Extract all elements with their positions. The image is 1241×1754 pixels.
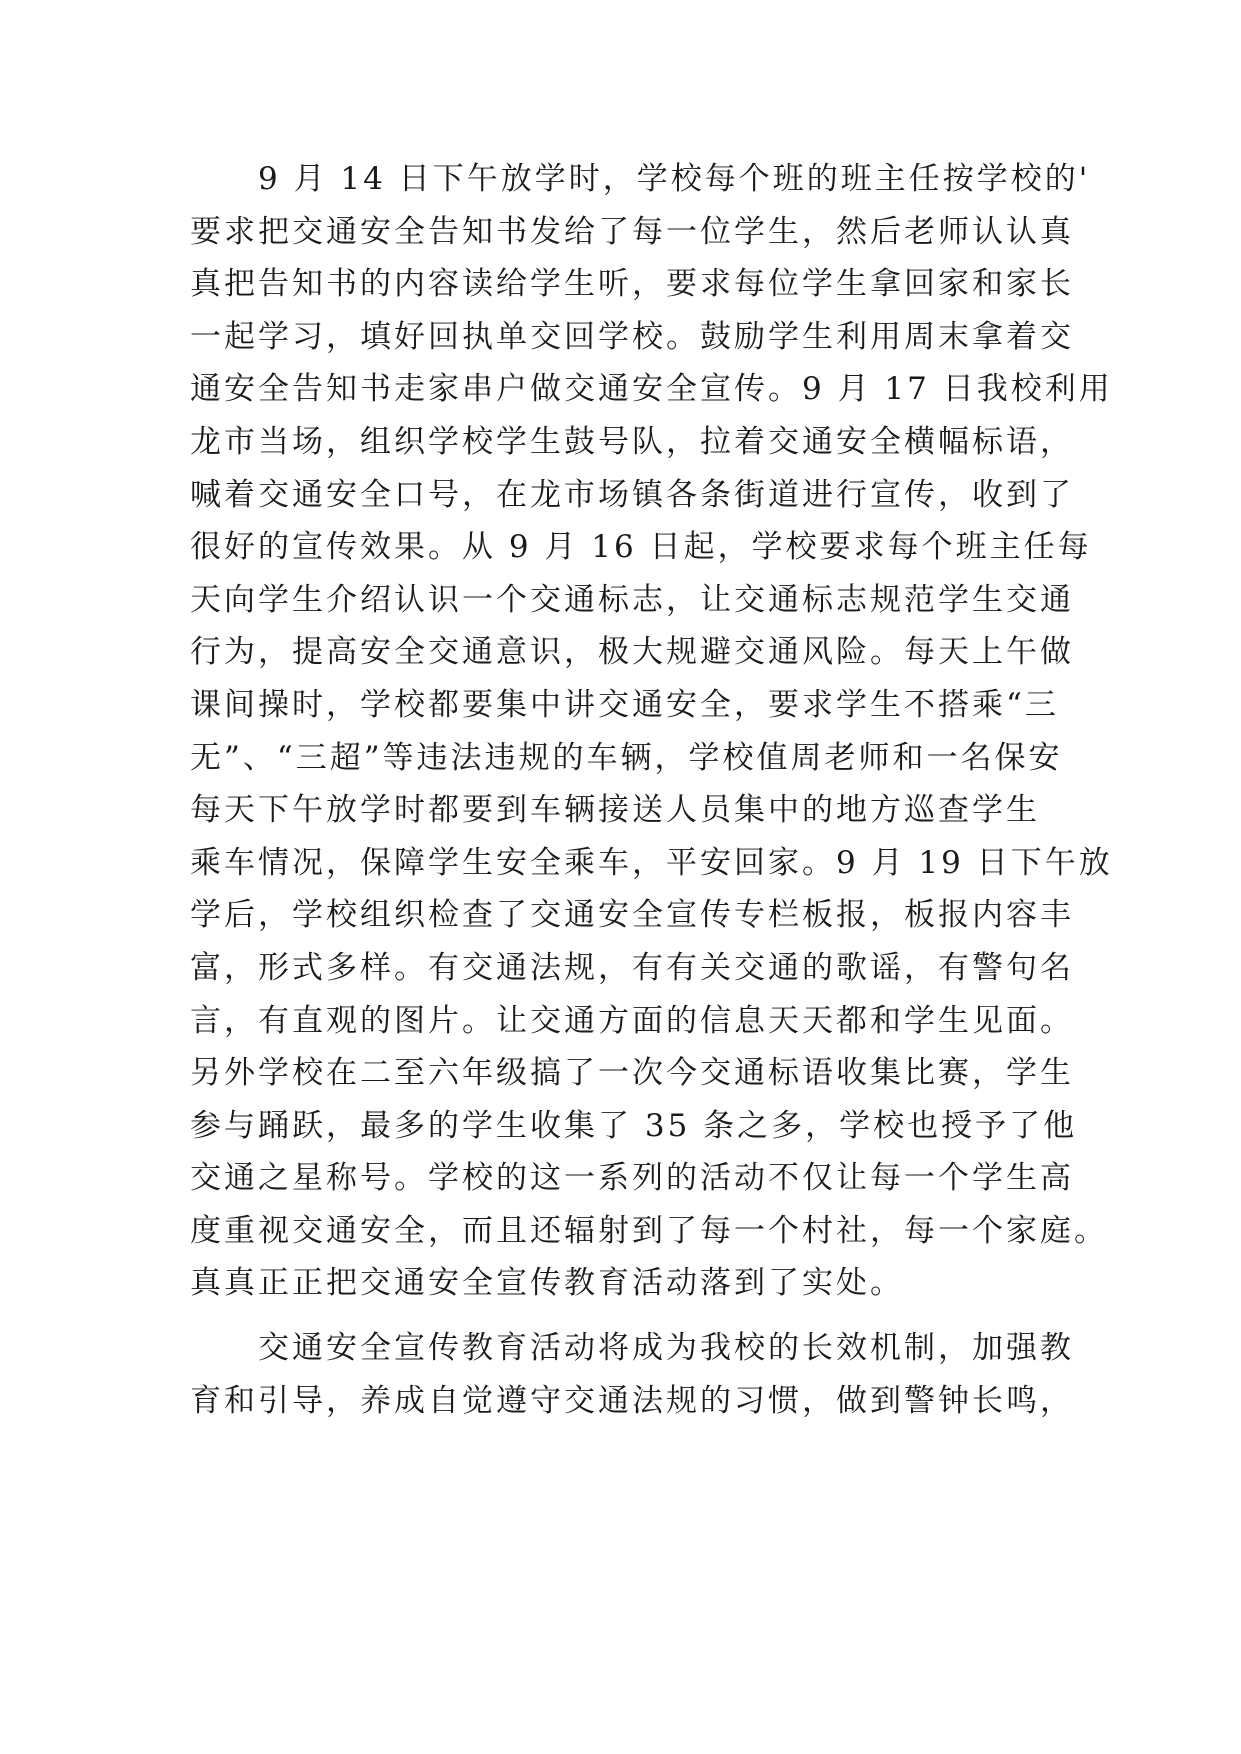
text-line: 乘车情况，保障学生安全乘车，平安回家。9 月 19 日下午放	[190, 844, 1113, 881]
paragraph-2	[190, 1322, 1074, 1427]
text-line: 言，有直观的图片。让交通方面的信息天天都和学生见面。	[190, 1002, 1074, 1039]
text-line: 龙市当场，组织学校学生鼓号队，拉着交通安全横幅标语，	[190, 423, 1074, 460]
text-line: 无”、“三超”等违法违规的车辆，学校值周老师和一名保安	[190, 739, 1063, 776]
text-line: 另外学校在二至六年级搞了一次今交通标语收集比赛，学生	[190, 1055, 1074, 1092]
text-line: 一起学习，填好回执单交回学校。鼓励学生利用周末拿着交	[190, 318, 1074, 355]
paragraph-1	[190, 153, 1113, 1310]
text-line: 度重视交通安全，而且还辐射到了每一个村社，每一个家庭。	[190, 1212, 1108, 1249]
text-line: 真真正正把交通安全宣传教育活动落到了实处。	[190, 1265, 904, 1302]
text-line: 课间操时，学校都要集中讲交通安全，要求学生不搭乘“三	[190, 686, 1059, 723]
text-line: 行为，提高安全交通意识，极大规避交通风险。每天上午做	[190, 634, 1074, 671]
text-line: 参与踊跃，最多的学生收集了 35 条之多，学校也授予了他	[190, 1107, 1078, 1144]
document-body	[190, 153, 1113, 1427]
text-line: 喊着交通安全口号，在龙市场镇各条街道进行宣传，收到了	[190, 476, 1074, 513]
text-line: 每天下午放学时都要到车辆接送人员集中的地方巡查学生	[190, 792, 1040, 829]
text-line: 育和引导，养成自觉遵守交通法规的习惯，做到警钟长鸣，	[190, 1382, 1074, 1419]
text-line: 天向学生介绍认识一个交通标志，让交通标志规范学生交通	[190, 581, 1074, 618]
text-line: 很好的宣传效果。从 9 月 16 日起，学校要求每个班主任每	[190, 529, 1092, 566]
text-line: 通安全告知书走家串户做交通安全宣传。9 月 17 日我校利用	[190, 371, 1113, 408]
text-line: 学后，学校组织检查了交通安全宣传专栏板报，板报内容丰	[190, 897, 1074, 934]
text-line: 富，形式多样。有交通法规，有有关交通的歌谣，有警句名	[190, 949, 1074, 986]
text-line: 要求把交通安全告知书发给了每一位学生，然后老师认认真	[190, 213, 1074, 250]
text-line: 真把告知书的内容读给学生听，要求每位学生拿回家和家长	[190, 266, 1074, 303]
text-line: 交通安全宣传教育活动将成为我校的长效机制，加强教	[190, 1330, 1074, 1367]
text-line: 交通之星称号。学校的这一系列的活动不仅让每一个学生高	[190, 1160, 1074, 1197]
text-line: 9 月 14 日下午放学时，学校每个班的班主任按学校的'	[190, 161, 1091, 197]
